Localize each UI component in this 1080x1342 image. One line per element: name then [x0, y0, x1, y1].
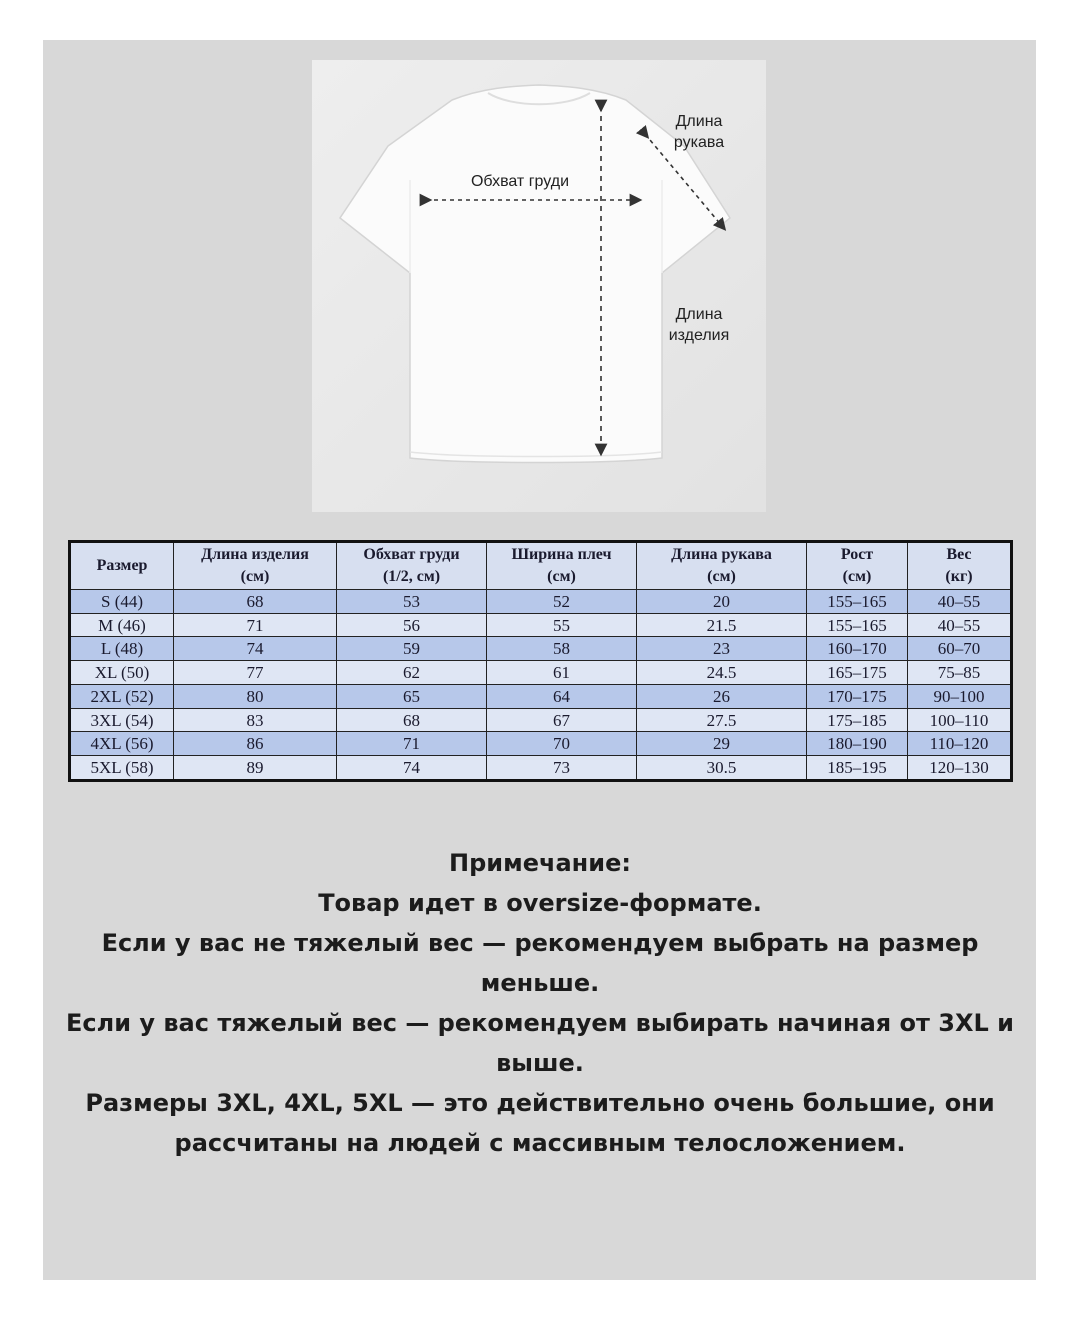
table-cell: 89	[174, 756, 337, 781]
table-row	[70, 613, 1012, 637]
table-cell: 160–170	[807, 637, 908, 661]
table-cell: 170–175	[807, 684, 908, 708]
table-cell: 53	[337, 590, 487, 614]
table-cell: 3XL (54)	[70, 708, 174, 732]
table-cell: 24.5	[637, 661, 807, 685]
table-cell: 73	[487, 756, 637, 781]
table-cell: M (46)	[70, 613, 174, 637]
table-cell: 2XL (52)	[70, 684, 174, 708]
note-title: Примечание:	[449, 849, 631, 877]
table-cell: 68	[337, 708, 487, 732]
table-cell: 74	[337, 756, 487, 781]
table-cell: 30.5	[637, 756, 807, 781]
table-cell: 26	[637, 684, 807, 708]
table-row	[70, 661, 1012, 685]
size-table	[68, 540, 1013, 782]
table-cell: 60–70	[908, 637, 1012, 661]
table-cell: 4XL (56)	[70, 732, 174, 756]
table-cell: L (48)	[70, 637, 174, 661]
note-block	[60, 843, 1020, 1163]
table-cell: 27.5	[637, 708, 807, 732]
table-row	[70, 756, 1012, 781]
table-cell: S (44)	[70, 590, 174, 614]
table-cell: 120–130	[908, 756, 1012, 781]
table-cell: 165–175	[807, 661, 908, 685]
header-height: Рост (см)	[807, 542, 908, 590]
table-cell: 68	[174, 590, 337, 614]
table-cell: 23	[637, 637, 807, 661]
table-cell: 155–165	[807, 613, 908, 637]
table-cell: 75–85	[908, 661, 1012, 685]
table-cell: 175–185	[807, 708, 908, 732]
table-cell: 185–195	[807, 756, 908, 781]
note-line: Если у вас не тяжелый вес — рекомендуем выбрать на размер меньше.	[101, 929, 979, 997]
table-cell: 5XL (58)	[70, 756, 174, 781]
table-header-row	[70, 542, 1012, 590]
table-row	[70, 590, 1012, 614]
table-cell: 80	[174, 684, 337, 708]
table-cell: 70	[487, 732, 637, 756]
table-cell: 100–110	[908, 708, 1012, 732]
table-cell: 56	[337, 613, 487, 637]
table-cell: 86	[174, 732, 337, 756]
table-cell: 59	[337, 637, 487, 661]
table-cell: 62	[337, 661, 487, 685]
header-chest: Обхват груди (1/2, см)	[337, 542, 487, 590]
table-cell: 58	[487, 637, 637, 661]
header-sleeve: Длина рукава (см)	[637, 542, 807, 590]
table-cell: 29	[637, 732, 807, 756]
table-cell: 64	[487, 684, 637, 708]
table-row	[70, 708, 1012, 732]
table-cell: 20	[637, 590, 807, 614]
table-row	[70, 684, 1012, 708]
table-cell: 52	[487, 590, 637, 614]
header-shoulders: Ширина плеч (см)	[487, 542, 637, 590]
table-cell: 74	[174, 637, 337, 661]
table-cell: 40–55	[908, 590, 1012, 614]
length-label: Длина изделия	[668, 306, 730, 344]
table-cell: XL (50)	[70, 661, 174, 685]
table-cell: 40–55	[908, 613, 1012, 637]
table-cell: 110–120	[908, 732, 1012, 756]
table-row	[70, 637, 1012, 661]
note-line: Размеры 3XL, 4XL, 5XL — это действительно очень большие, они рассчитаны на людей с массивным телосложением.	[85, 1089, 995, 1157]
sleeve-label: Длина рукава	[673, 113, 725, 151]
table-cell: 71	[174, 613, 337, 637]
table-cell: 21.5	[637, 613, 807, 637]
table-cell: 180–190	[807, 732, 908, 756]
table-cell: 55	[487, 613, 637, 637]
table-cell: 90–100	[908, 684, 1012, 708]
chest-label: Обхват груди	[470, 173, 569, 190]
table-cell: 65	[337, 684, 487, 708]
tshirt-diagram	[312, 60, 766, 512]
table-cell: 155–165	[807, 590, 908, 614]
header-size: Размер	[70, 542, 174, 590]
table-cell: 83	[174, 708, 337, 732]
table-cell: 77	[174, 661, 337, 685]
note-line: Товар идет в oversize-формате.	[318, 889, 762, 917]
header-weight: Вес (кг)	[908, 542, 1012, 590]
table-cell: 71	[337, 732, 487, 756]
table-row	[70, 732, 1012, 756]
header-length: Длина изделия (см)	[174, 542, 337, 590]
note-line: Если у вас тяжелый вес — рекомендуем выбирать начиная от 3XL и выше.	[66, 1009, 1014, 1077]
table-cell: 61	[487, 661, 637, 685]
table-cell: 67	[487, 708, 637, 732]
